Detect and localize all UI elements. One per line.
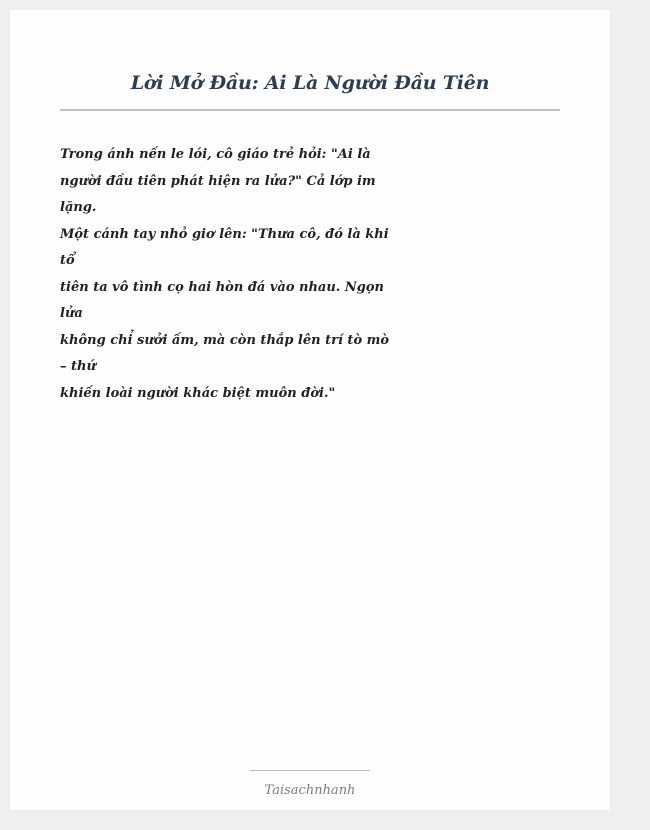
footer-brand: Taisachnhanh — [264, 783, 356, 798]
body-line: Trong ánh nến le lói, cô giáo trẻ hỏi: "Ai là — [60, 147, 371, 162]
footer-divider — [250, 770, 370, 771]
body-line: Một cánh tay nhỏ giơ lên: "Thưa cô, đó là khi — [60, 226, 389, 242]
body-paragraph — [60, 142, 390, 407]
document-page — [10, 10, 610, 810]
body-line: – thứ — [60, 359, 96, 374]
body-line: không chỉ sưởi ấm, mà còn thắp lên trí tò mò — [60, 332, 390, 348]
body-line: tiên ta vô tình cọ hai hòn đá vào nhau. Ngọn — [60, 279, 384, 295]
page-title: Lời Mở Đầu: Ai Là Người Đầu Tiên — [130, 72, 490, 94]
body-line: khiến loài người khác biệt muôn đời." — [60, 385, 336, 401]
body-line: lửa — [60, 306, 83, 321]
body-line: người đầu tiên phát hiện ra lửa?" Cả lớp im — [60, 173, 376, 189]
title-divider — [60, 109, 560, 111]
body-line: lặng. — [60, 200, 97, 215]
body-line: tổ — [60, 253, 75, 268]
